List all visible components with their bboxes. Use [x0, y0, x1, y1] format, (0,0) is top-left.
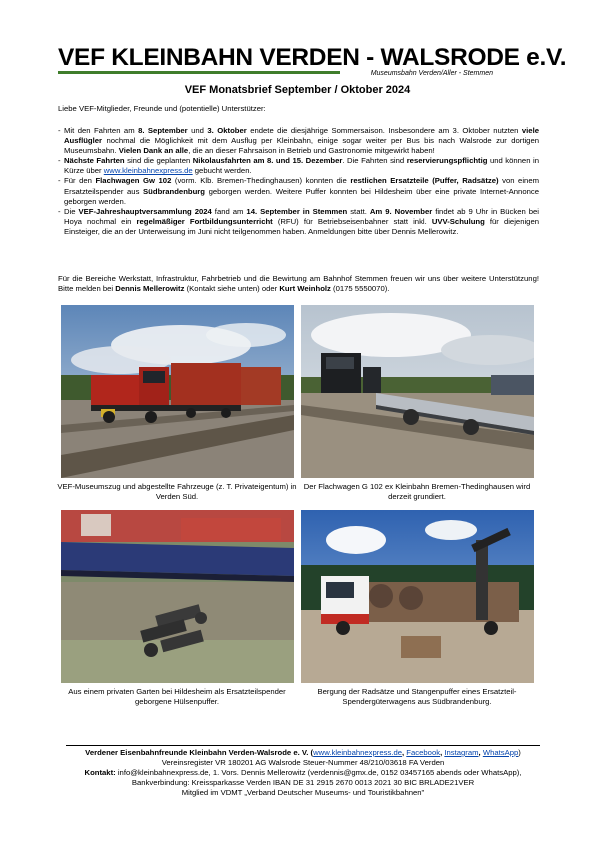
photo-caption: Der Flachwagen G 102 ex Kleinbahn Bremen-Thedinghausen wird derzeit grundiert.: [303, 482, 531, 501]
footer: Verdener Eisenbahnfreunde Kleinbahn Verden-Walsrode e. V. (www.kleinbahnexpress.de, Facebook, Instagram, WhatsApp) Vereinsregister VR 180201 AG Walsrode Steuer-Nummer 48/210/03618 FA Verden Kontakt: info@kleinbahnexpress.de, 1. Vors. Dennis Mellerowitz (verdennis@gmx.de, 0152 03457165 abends oder WhatsApp), Bankverbindung: Kreissparkasse Verden IBAN DE 31 2915 2670 0013 2021 30 BIC BRLADE21VER Mitglied im VDMT „Verband Deutscher Museums- und Touristikbahnen": [66, 745, 540, 798]
org-title: VEF KLEINBAHN VERDEN - WALSRODE e.V.: [58, 44, 567, 71]
photo-caption: Bergung der Radsätze und Stangenpuffer eines Ersatzteil-Spendergüterwagens aus Südbrandenburg.: [317, 687, 517, 706]
title-underline: [58, 71, 340, 74]
buffers-photo: [61, 510, 294, 683]
photo-caption: VEF-Museumszug und abgestellte Fahrzeuge (z. T. Privateigentum) in Verden Süd.: [57, 482, 297, 501]
list-item: - Nächste Fahrten sind die geplanten Nikolausfahrten am 8. und 15. Dezember. Die Fahrten sind reservierungspflichtig und können in Kürze über www.kleinbahnexpress.de gebucht werden.: [58, 156, 539, 176]
whatsapp-link[interactable]: WhatsApp: [482, 748, 519, 757]
greeting: Liebe VEF-Mitglieder, Freunde und (potentielle) Unterstützer:: [58, 104, 266, 113]
letterhead: [58, 44, 567, 80]
flat-wagon-photo: [301, 305, 534, 478]
list-item: - Mit den Fahrten am 8. September und 3. Oktober endete die diesjährige Sommersaison. Insbesondere am 3. Oktober nutzten viele Ausflügler nochmal die Möglichkeit mit dem Ausflug per Kleinbahn, einige sogar weiter per Bus bis nach Walsrode zur dortigen Museumsbahn. Vielen Dank an alle, die an dieser Fahrsaison in Betrieb und Gastronomie mitgewirkt haben!: [58, 126, 539, 156]
closing-paragraph: Für die Bereiche Werkstatt, Infrastruktur, Fahrbetrieb und die Bewirtung am Bahnhof Stemmen freuen wir uns über weitere Unterstützung! Bitte melden bei Dennis Mellerowitz (Kontakt siehe unten) oder Kurt Weinholz (0175 5550070).: [58, 274, 539, 294]
list-item: - Für den Flachwagen Gw 102 (vorm. Klb. Bremen-Thedinghausen) konnten die restlichen Ersatzteile (Puffer, Radsätze) von einem Ersatzteilspender aus Südbrandenburg geborgen werden. Weitere Puffer konnten bei Hildesheim über eine private Internet-Annonce geborgen werden.: [58, 176, 539, 206]
recovery-photo: [301, 510, 534, 683]
photo-caption: Aus einem privaten Garten bei Hildesheim als Ersatzteilspender geborgene Hülsenpuffer.: [68, 687, 286, 706]
website-link[interactable]: www.kleinbahnexpress.de: [103, 166, 193, 176]
membership-note: Mitglied im VDMT „Verband Deutscher Museums- und Touristikbahnen": [181, 788, 425, 797]
list-item: - Die VEF-Jahreshauptversammlung 2024 fand am 14. September in Stemmen statt. Am 9. November findet ab 9 Uhr in Bücken bei Hoya nochmal ein regelmäßiger Fortbildungsunterricht (RFU) für Betriebseisenbahner statt inkl. UVV-Schulung für diejenigen Einsteiger, die an der Unterweisung im Juni nicht teilgenommen haben. Anmeldungen bitte über Dennis Mellerowitz.: [58, 207, 539, 237]
website-link[interactable]: www.kleinbahnexpress.de: [313, 748, 403, 757]
page-title: VEF Monatsbrief September / Oktober 2024: [184, 84, 411, 96]
news-list: [58, 126, 539, 237]
instagram-link[interactable]: Instagram: [444, 748, 479, 757]
museum-train-photo: [61, 305, 294, 478]
org-subtitle: Museumsbahn Verden/Aller - Stemmen: [370, 70, 493, 77]
facebook-link[interactable]: Facebook: [406, 748, 441, 757]
